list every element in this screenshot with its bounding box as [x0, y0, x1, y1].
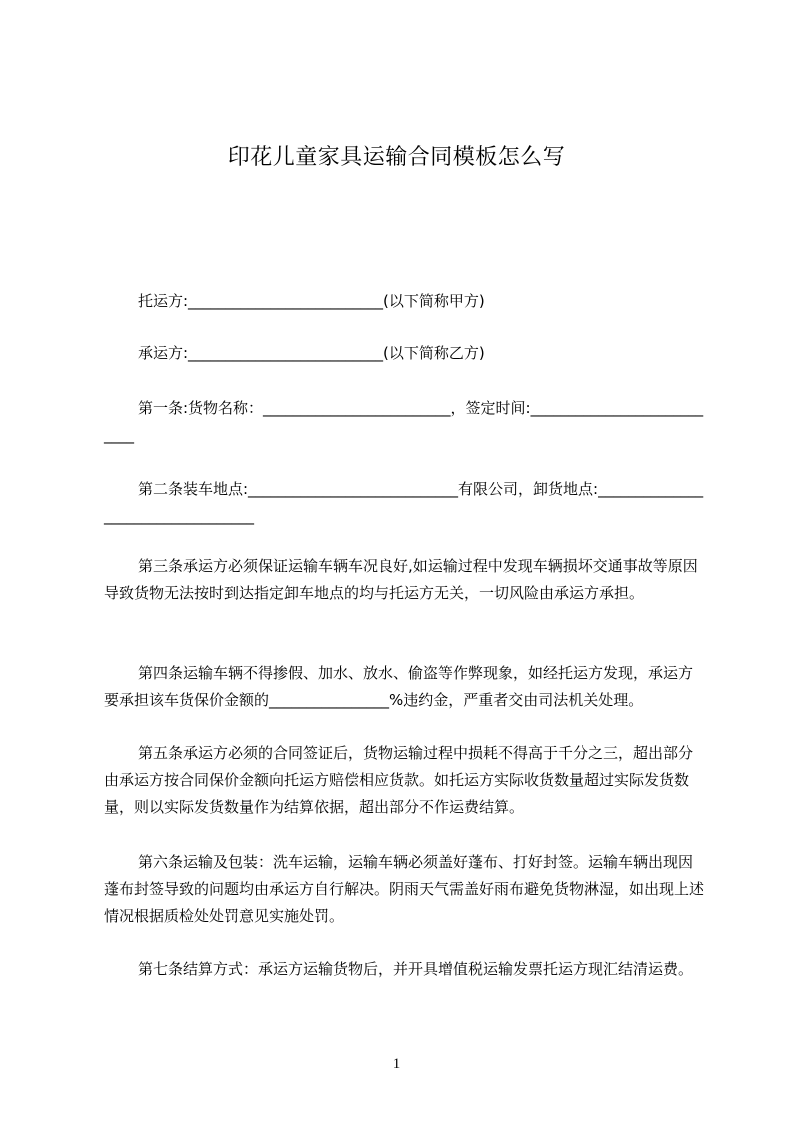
paragraph-article-2: 第二条装车地点:____________________________有限公司，卸货地点:__________________________________: [104, 480, 704, 525]
paragraph-article-4: 第四条运输车辆不得掺假、加水、放水、偷盗等作弊现象，如经托运方发现，承运方要承担该车货保价金额的________________%违约金，严重者交由司法机关处理。: [104, 664, 694, 709]
paragraph-article-6: 第六条运输及包装：洗车运输，运输车辆必须盖好蓬布、打好封签。运输车辆出现因蓬布封签导致的问题均由承运方自行解决。阴雨天气需盖好雨布避免货物淋湿，如出现上述情况根据质检处处罚意见实施处罚。: [104, 853, 705, 925]
paragraph-article-5: 第五条承运方必须的合同签证后，货物运输过程中损耗不得高于千分之三，超出部分由承运方按合同保价金额向托运方赔偿相应货款。如托运方实际收货数量超过实际发货数量，则以实际发货数量作为结算依据，超出部分不作运费结算。: [104, 744, 694, 816]
paragraph-carrier: 承运方:__________________________(以下简称乙方): [138, 344, 485, 362]
document-title: 印花儿童家具运输合同模板怎么写: [227, 145, 566, 170]
paragraph-article-3: 第三条承运方必须保证运输车辆车况良好,如运输过程中发现车辆损坏交通事故等原因导致货物无法按时到达指定卸车地点的均与托运方无关，一切风险由承运方承担。: [104, 557, 698, 602]
paragraph-article-1: 第一条:货物名称：_________________________，签定时间:___________________________: [104, 399, 704, 444]
paragraph-article-7: 第七条结算方式：承运方运输货物后，并开具增值税运输发票托运方现汇结清运费。: [138, 960, 694, 978]
page-number: 1: [392, 1056, 401, 1072]
paragraph-consignor: 托运方:__________________________(以下简称甲方): [138, 292, 485, 310]
